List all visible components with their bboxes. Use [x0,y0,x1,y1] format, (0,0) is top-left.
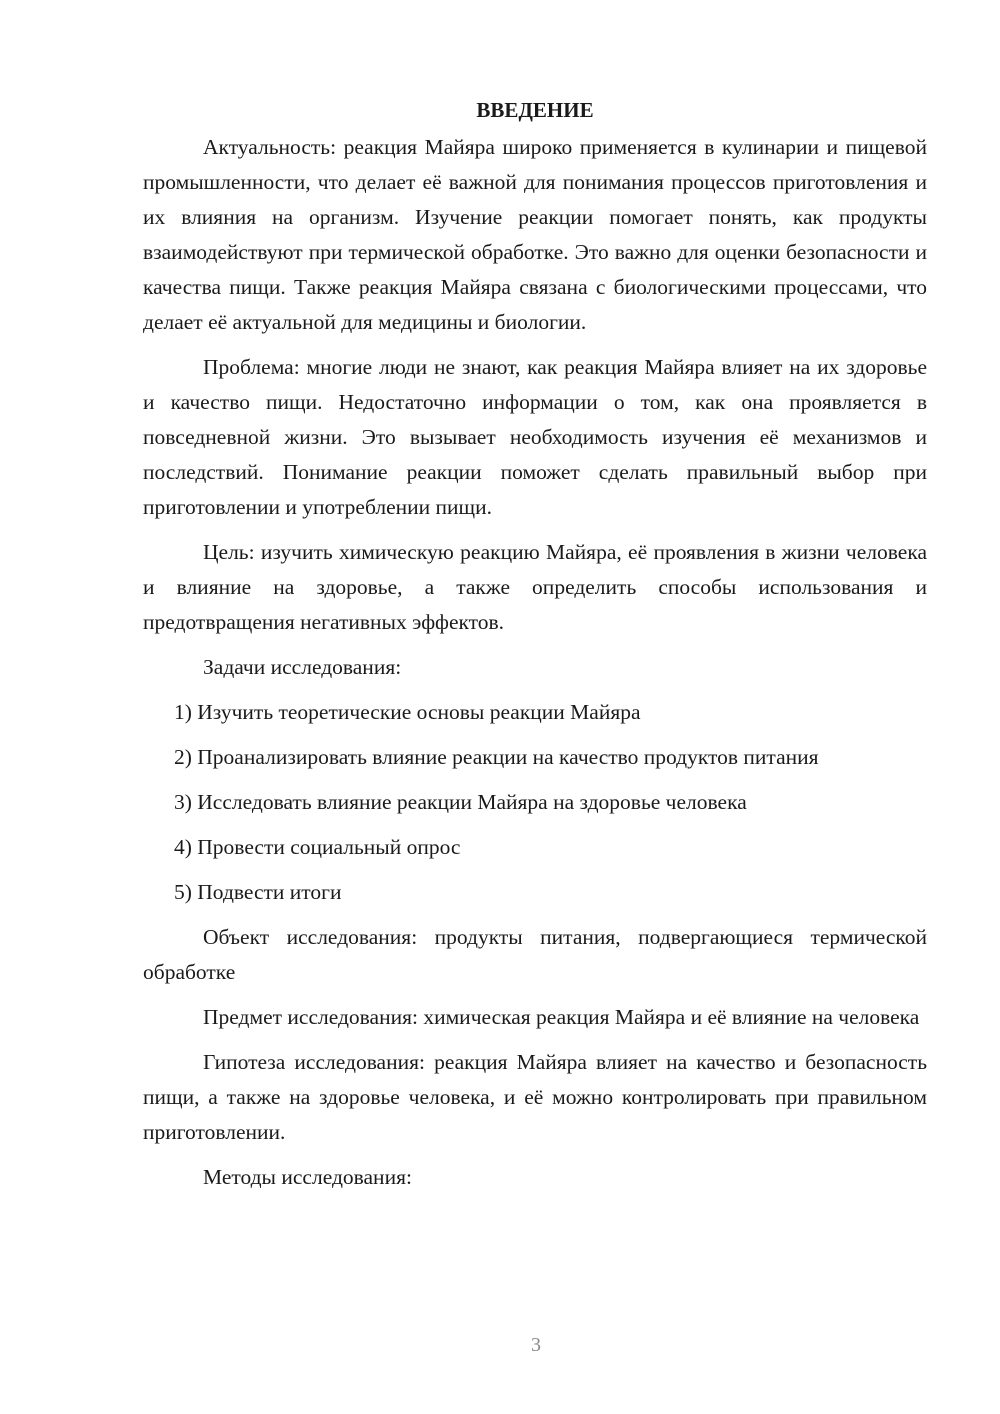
list-item: 1) Изучить теоретические основы реакции Майяра [174,700,641,724]
page-number: 3 [531,1334,541,1356]
tasks-heading: Задачи исследования: [203,655,402,679]
paragraph-subject: Предмет исследования: химическая реакция Майяра и её влияние на человека [203,1005,920,1029]
paragraph-relevance: Актуальность: реакция Майяра широко применяется в кулинарии и пищевой промышленности, что делает её важной для понимания процессов приготовления и их влияния на организм. Изучение реакции помогает понять, как продукты взаимодействуют при термической обработке. Это важно для оценки безопасности и качества пищи. Также реакция Майяра связана с биологическими процессами, что делает её актуальной для медицины и биологии. [143,135,927,334]
paragraph-goal: Цель: изучить химическую реакцию Майяра, её проявления в жизни человека и влияние на здоровье, а также определить способы использования и предотвращения негативных эффектов. [143,540,927,634]
paragraph-object: Объект исследования: продукты питания, подвергающиеся термической обработке [143,925,927,984]
methods-heading: Методы исследования: [203,1165,412,1189]
list-item: 4) Провести социальный опрос [174,835,461,859]
list-item: 2) Проанализировать влияние реакции на качество продуктов питания [174,745,819,769]
tasks-list [143,695,927,910]
paragraph-problem: Проблема: многие люди не знают, как реакция Майяра влияет на их здоровье и качество пищи. Недостаточно информации о том, как она проявляется в повседневной жизни. Это вызывает необходимость изучения её механизмов и последствий. Понимание реакции поможет сделать правильный выбор при приготовлении и употреблении пищи. [143,355,927,519]
paragraph-hypothesis: Гипотеза исследования: реакция Майяра влияет на качество и безопасность пищи, а также на здоровье человека, и её можно контролировать при правильном приготовлении. [143,1050,927,1144]
document-page [143,93,927,1205]
list-item: 3) Исследовать влияние реакции Майяра на здоровье человека [174,790,747,814]
list-item: 5) Подвести итоги [174,880,342,904]
section-title: ВВЕДЕНИЕ [476,98,594,122]
